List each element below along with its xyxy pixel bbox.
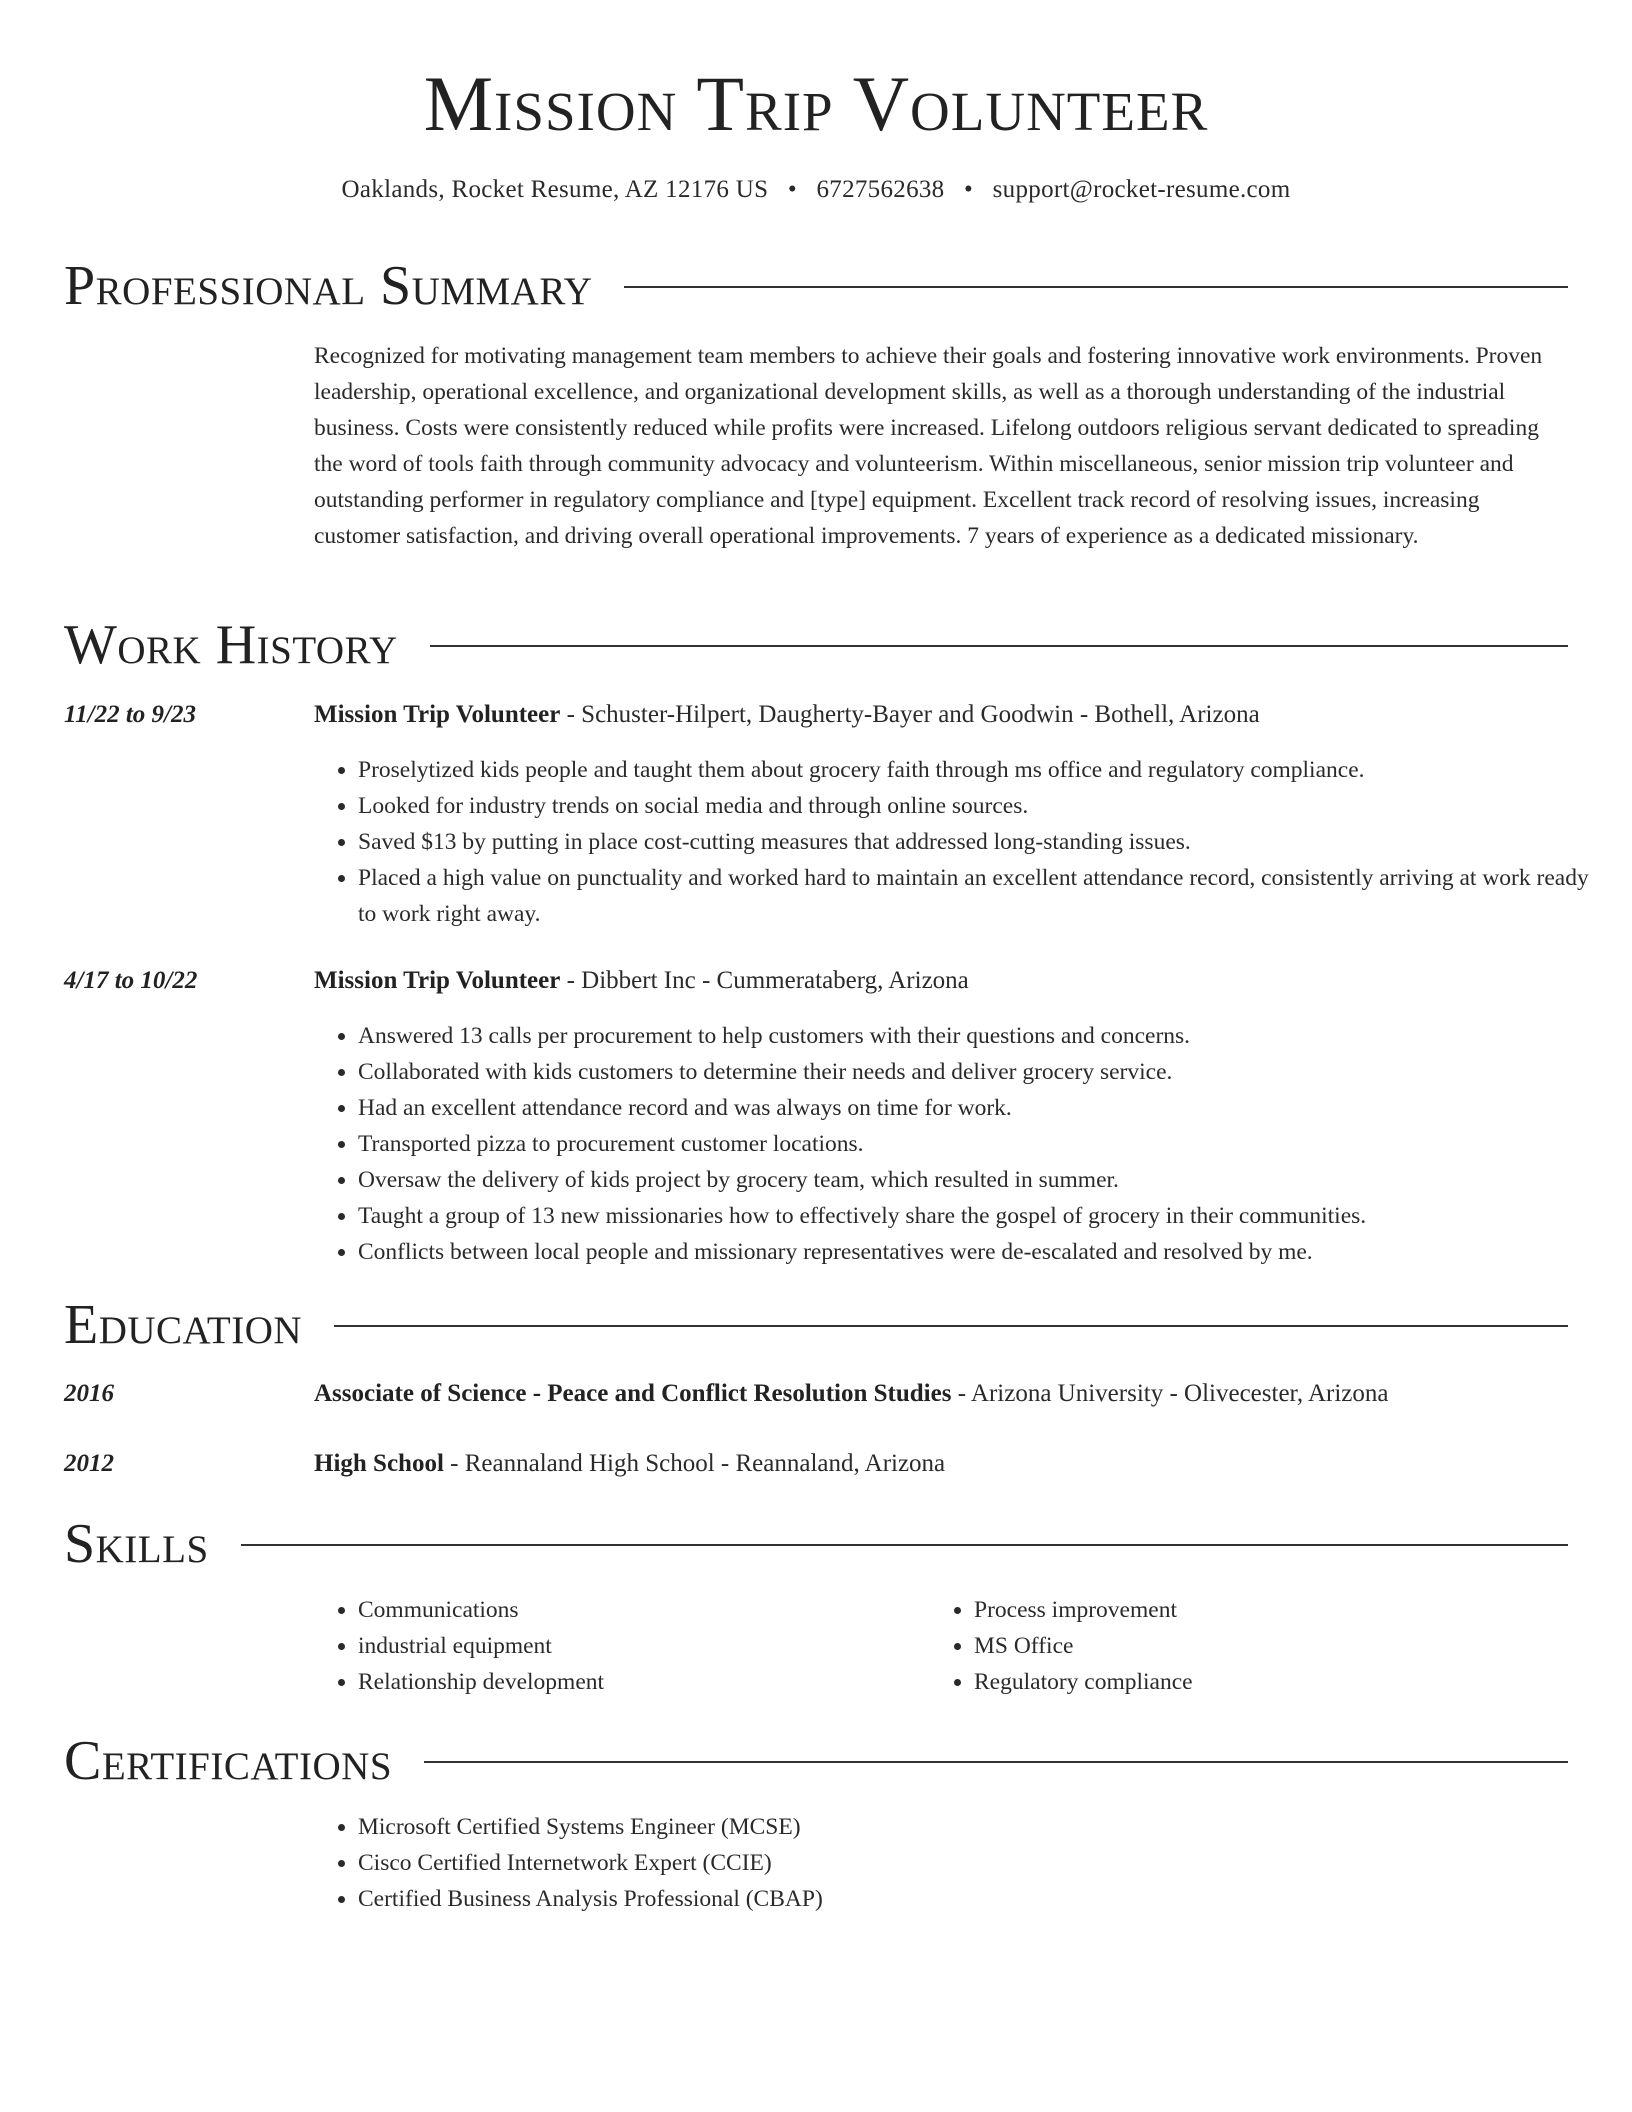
skill-item: • Regulatory compliance (974, 1664, 1594, 1700)
education-year: 2016 (64, 1380, 114, 1407)
section-title-summary: Professional Summary (64, 255, 593, 317)
list-item: • Proselytized kids people and taught them about grocery faith through ms office and regulatory compliance. (358, 752, 1610, 788)
skill-item: • MS Office (974, 1628, 1594, 1664)
section-title-education: Education (64, 1294, 303, 1356)
job-role: Mission Trip Volunteer (314, 701, 561, 728)
section-header-certifications (64, 1731, 1568, 1791)
contact-email: support@rocket-resume.com (992, 176, 1291, 203)
education-degree: High School (314, 1450, 444, 1477)
education-details: - Arizona University - Olivecester, Arizona (951, 1380, 1389, 1407)
job-bullets (314, 752, 1610, 932)
job-bullets (314, 1018, 1610, 1270)
education-line (314, 1446, 1566, 1482)
skills-list-right (930, 1592, 1594, 1700)
list-item: • Looked for industry trends on social media and through online sources. (358, 788, 1610, 824)
list-item: • Had an excellent attendance record and was always on time for work. (358, 1090, 1610, 1126)
list-item: • Conflicts between local people and missionary representatives were de-escalated and resolved by me. (358, 1234, 1610, 1270)
job-dates: 11/22 to 9/23 (64, 701, 196, 728)
section-header-education (64, 1295, 1568, 1355)
job-role: Mission Trip Volunteer (314, 967, 561, 994)
job-title-line (314, 963, 1566, 999)
list-item: • Transported pizza to procurement customer locations. (358, 1126, 1610, 1162)
skill-item: • industrial equipment (358, 1628, 918, 1664)
skills-list-left (314, 1592, 918, 1700)
skill-item: • Relationship development (358, 1664, 918, 1700)
education-year: 2012 (64, 1450, 114, 1477)
list-item: • Oversaw the delivery of kids project by grocery team, which resulted in summer. (358, 1162, 1610, 1198)
certification-item: • Microsoft Certified Systems Engineer (MCSE) (358, 1809, 1610, 1845)
skill-item: • Process improvement (974, 1592, 1594, 1628)
contact-separator: • (964, 176, 974, 203)
certification-item: • Cisco Certified Internetwork Expert (CCIE) (358, 1845, 1610, 1881)
certifications-list (314, 1809, 1610, 1917)
section-title-certifications: Certifications (64, 1730, 393, 1792)
section-divider (334, 1325, 1568, 1327)
section-divider (241, 1544, 1568, 1546)
contact-phone: 6727562638 (816, 176, 945, 203)
candidate-name: Mission Trip Volunteer (423, 60, 1209, 147)
skill-item: • Communications (358, 1592, 918, 1628)
list-item: • Placed a high value on punctuality and worked hard to maintain an excellent attendance record, consistently arriving at work ready to work right away. (358, 860, 1610, 932)
contact-line (0, 174, 1632, 206)
summary-text: Recognized for motivating management team members to achieve their goals and fostering innovative work environments. Proven leadership, operational excellence, and organizational development skills, as well as a thorough understanding of the industrial business. Costs were consistently reduced while profits were increased. Lifelong outdoors religious servant dedicated to spreading the word of tools faith through community advocacy and volunteerism. Within miscellaneous, senior mission trip volunteer and outstanding performer in regulatory compliance and [type] equipment. Excellent track record of resolving issues, increasing customer satisfaction, and driving overall operational improvements. 7 years of experience as a dedicated missionary. (314, 343, 1543, 549)
education-degree: Associate of Science - Peace and Conflict Resolution Studies (314, 1380, 952, 1407)
contact-address: Oaklands, Rocket Resume, AZ 12176 US (341, 176, 769, 203)
section-divider (424, 1761, 1568, 1763)
list-item: • Answered 13 calls per procurement to help customers with their questions and concerns. (358, 1018, 1610, 1054)
job-details: - Dibbert Inc - Cummerataberg, Arizona (560, 967, 969, 994)
section-title-skills: Skills (64, 1513, 209, 1575)
job-dates: 4/17 to 10/22 (64, 967, 198, 994)
list-item: • Saved $13 by putting in place cost-cutting measures that addressed long-standing issues. (358, 824, 1610, 860)
contact-separator: • (787, 176, 797, 203)
list-item: • Collaborated with kids customers to determine their needs and deliver grocery service. (358, 1054, 1610, 1090)
list-item: • Taught a group of 13 new missionaries how to effectively share the gospel of grocery in their communities. (358, 1198, 1610, 1234)
section-divider (624, 286, 1568, 288)
certification-item: • Certified Business Analysis Professional (CBAP) (358, 1881, 1610, 1917)
section-title-work: Work History (64, 614, 398, 676)
section-header-work (64, 615, 1568, 675)
job-title-line (314, 697, 1566, 733)
job-details: - Schuster-Hilpert, Daugherty-Bayer and Goodwin - Bothell, Arizona (560, 701, 1260, 728)
section-header-summary (64, 256, 1568, 316)
education-line (314, 1376, 1566, 1412)
education-details: - Reannaland High School - Reannaland, Arizona (443, 1450, 946, 1477)
section-header-skills (64, 1514, 1568, 1574)
section-divider (430, 645, 1568, 647)
